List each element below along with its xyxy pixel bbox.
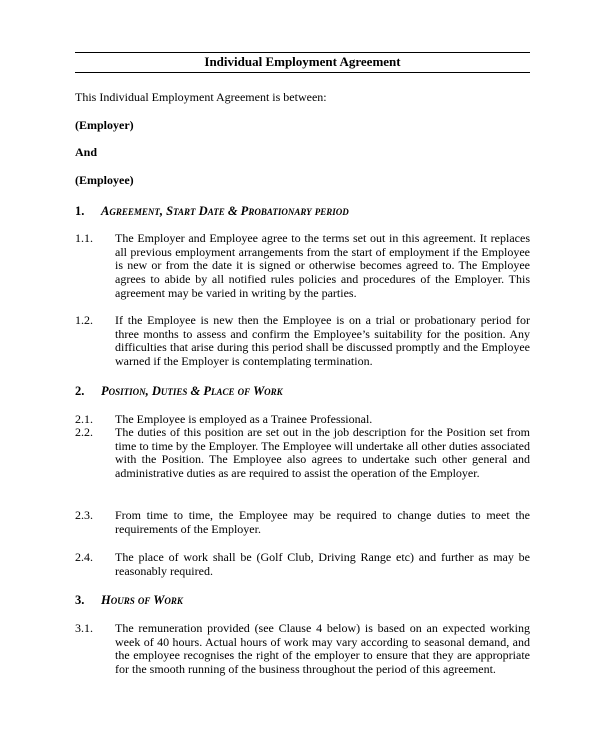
- intro-text: This Individual Employment Agreement is between:: [75, 90, 327, 104]
- section-heading-1: [75, 204, 349, 218]
- section-number: 1.: [75, 204, 85, 218]
- document-title: Individual Employment Agreement: [204, 54, 401, 69]
- section-title: Agreement, Start Date & Probationary period: [101, 204, 349, 218]
- clause-text: From time to time, the Employee may be required to change duties to meet the requirements of the Employer.: [115, 508, 530, 536]
- clause-1-1: [75, 232, 530, 301]
- clause-number: 3.1.: [75, 621, 93, 635]
- employer-label: (Employer): [75, 118, 134, 132]
- clause-number: 2.2.: [75, 425, 93, 439]
- clause-2-2: [75, 426, 530, 481]
- clause-text: The Employee is employed as a Trainee Professional.: [115, 412, 373, 426]
- section-number: 2.: [75, 384, 85, 398]
- clause-number: 2.1.: [75, 412, 93, 426]
- section-number: 3.: [75, 593, 85, 607]
- section-title: Hours of Work: [101, 593, 183, 607]
- section-title: Position, Duties & Place of Work: [101, 384, 283, 398]
- section-heading-2: [75, 384, 283, 398]
- clause-3-1: [75, 622, 530, 677]
- clause-2-4: [75, 551, 530, 578]
- clause-text: The duties of this position are set out in the job description for the Position set from time to time by the Employer. The Employee will undertake all other duties associated with the Position. The Employee also agrees to undertake such other general and administrative duties as are required to assist the operation of the Employer.: [115, 425, 531, 481]
- clause-text: If the Employee is new then the Employee is on a trial or probationary period for three months to assess and confirm the Employee’s suitability for the position. Any difficulties that arise during this period shall be discussed promptly and the Employee warned if the Employer is contemplating termination.: [115, 313, 530, 369]
- title-top-rule: [75, 52, 530, 53]
- clause-number: 2.3.: [75, 508, 93, 522]
- title-bottom-rule: [75, 72, 530, 73]
- employee-label: (Employee): [75, 173, 134, 187]
- clause-1-2: [75, 314, 530, 369]
- clause-text: The place of work shall be (Golf Club, Driving Range etc) and further as may be reasonably required.: [115, 550, 530, 578]
- clause-number: 1.1.: [75, 231, 93, 245]
- clause-number: 1.2.: [75, 313, 93, 327]
- clause-number: 2.4.: [75, 550, 93, 564]
- clause-text: The Employer and Employee agree to the terms set out in this agreement. It replaces all previous employment arrangements from the start of employment if the Employee is new or from the date it is signed or otherwise becomes agreed to. The Employee agrees to abide by all notified rules policies and procedures of the Employer. This agreement may be varied in writing by the parties.: [115, 231, 530, 300]
- section-heading-3: [75, 593, 183, 607]
- clause-2-3: [75, 509, 530, 536]
- clause-text: The remuneration provided (see Clause 4 below) is based on an expected working week of 40 hours. Actual hours of work may vary according to seasonal demand, and the employee recognises the right of the employer to ensure that they are appropriate for the smooth running of the business throughout the period of this agreement.: [115, 621, 530, 677]
- and-label: And: [75, 145, 98, 159]
